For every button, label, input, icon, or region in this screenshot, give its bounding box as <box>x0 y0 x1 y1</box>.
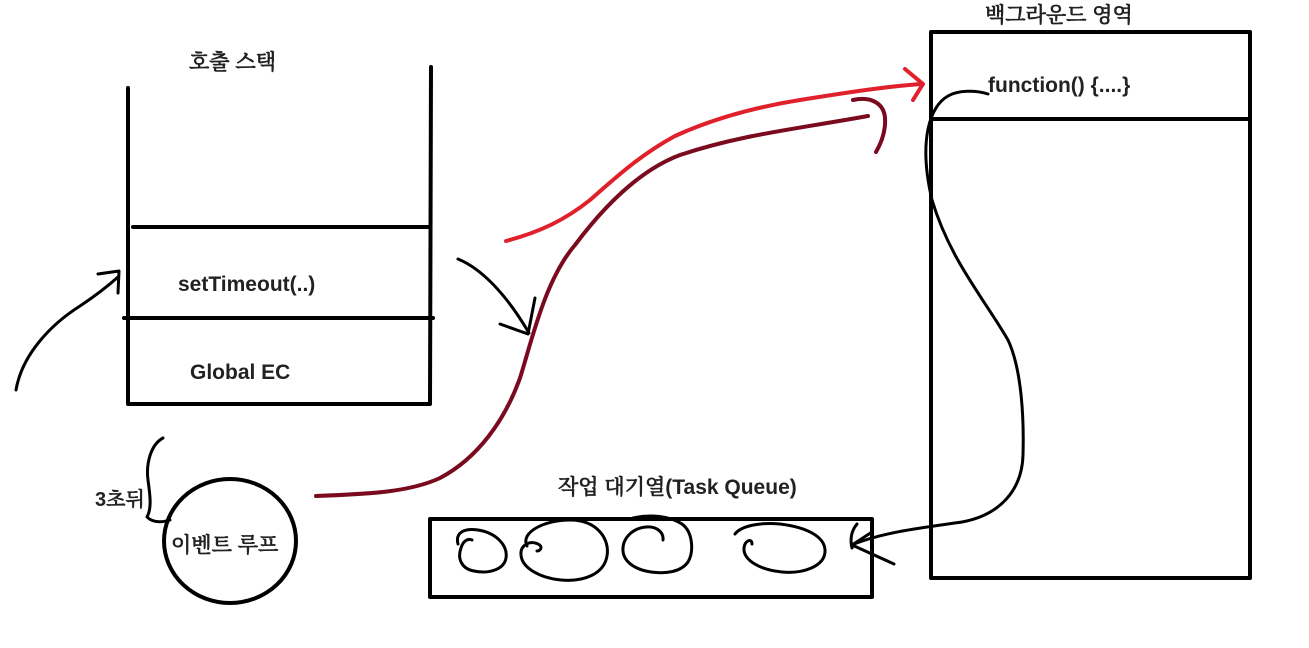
background-to-queue-arrow <box>854 91 1023 544</box>
stack-frame-global-ec: Global EC <box>190 361 291 384</box>
stack-to-background-arrow <box>458 259 529 333</box>
event-loop-to-background-arrow <box>316 116 868 496</box>
event-loop-label: 이벤트 루프 <box>171 534 279 557</box>
black-arrows <box>16 91 1023 564</box>
call-stack <box>124 67 433 404</box>
task-queue-title: 작업 대기열(Task Queue) <box>558 476 797 499</box>
stack-frame-settimeout: setTimeout(..) <box>178 273 316 296</box>
task-queue-items <box>457 516 857 580</box>
event-loop-to-background-arrowhead-icon <box>853 99 885 152</box>
background-area-box <box>931 32 1250 578</box>
background-area-title: 백그라운드 영역 <box>985 4 1133 27</box>
queue-task-scribble <box>457 530 506 572</box>
queue-task-scribble <box>521 520 608 580</box>
background-function-item: function() {....} <box>988 74 1131 97</box>
timer-note: 3초뒤 <box>95 489 145 511</box>
settimeout-to-background-arrow <box>506 84 922 241</box>
call-stack-container <box>128 67 431 404</box>
queue-task-scribble <box>623 516 692 573</box>
dark-red-arrow <box>316 99 885 496</box>
background-area <box>931 32 1250 578</box>
call-stack-title: 호출 스택 <box>189 51 276 74</box>
timer-to-event-loop-arrow <box>147 438 170 522</box>
queue-task-scribble <box>735 523 825 572</box>
push-to-stack-arrow <box>16 277 118 390</box>
task-queue <box>430 516 872 597</box>
red-arrow <box>506 69 923 241</box>
